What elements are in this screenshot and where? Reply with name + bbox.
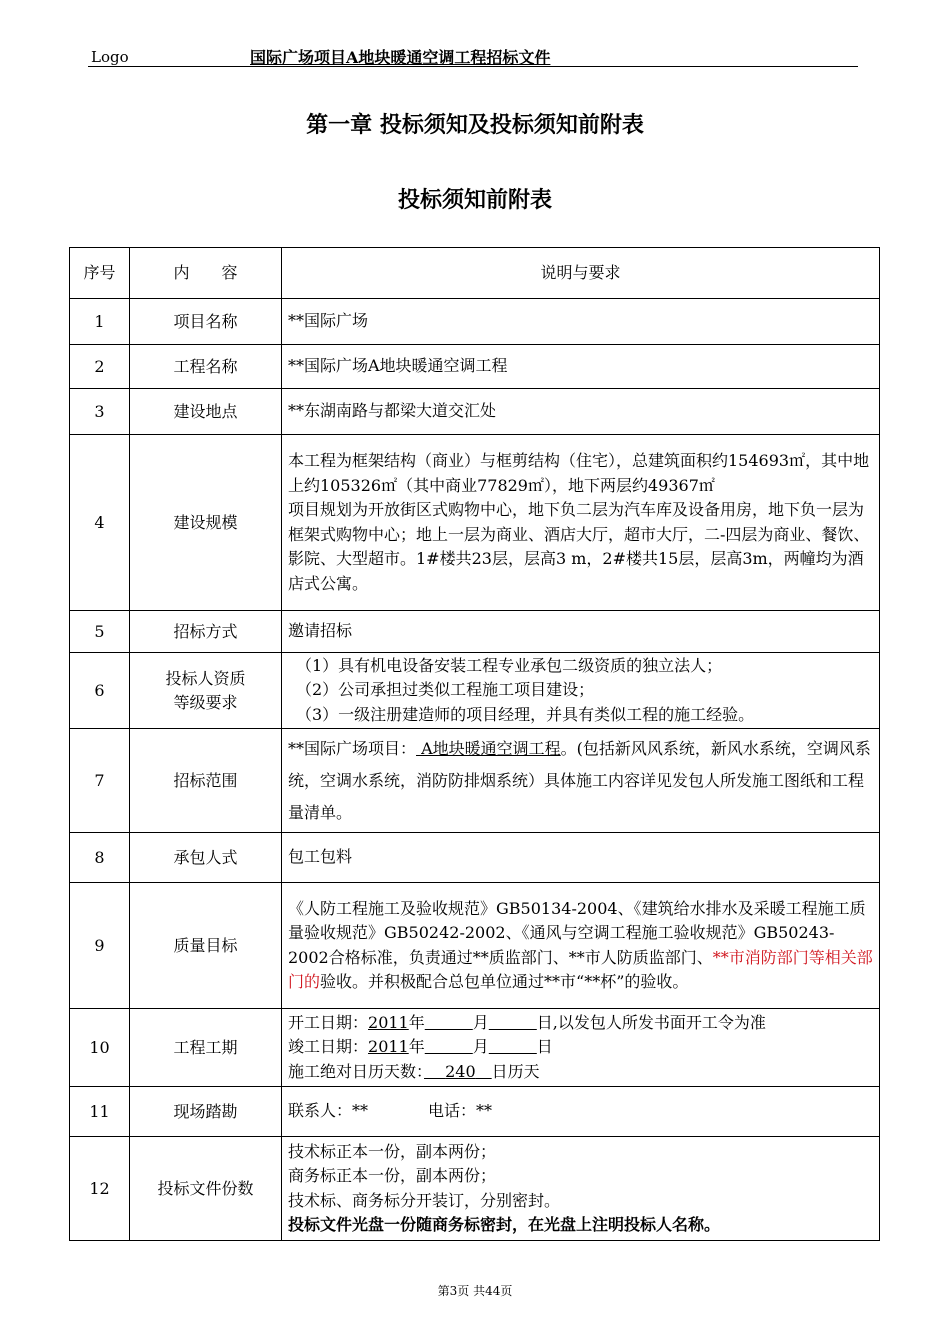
column-header-content: 内 容 <box>130 248 282 299</box>
row-desc: 邀请招标 <box>282 611 880 653</box>
copies-line: 商务标正本一份，副本两份； <box>288 1166 497 1185</box>
chapter-title: 第一章 投标须知及投标须知前附表 <box>306 113 644 138</box>
row-item: 工程名称 <box>130 345 282 389</box>
row-no: 7 <box>70 729 130 833</box>
table-row <box>70 1009 880 1087</box>
row-item: 招标方式 <box>130 611 282 653</box>
bid-instructions-table <box>69 247 880 1241</box>
row-no: 10 <box>70 1009 130 1087</box>
page-header <box>88 44 858 67</box>
scope-text: 。(包括新风风系统，新风水系统，空调风系统，空调水系统，消防防排烟系统）具体施工内容详见发包人所发施工图纸和工程量清单。 <box>288 738 871 822</box>
qualification-line: （1）具有机电设备安装工程专业承包二级资质的独立法人； <box>296 655 723 675</box>
copies-line: 技术标、商务标分开装订，分别密封。 <box>288 1190 561 1210</box>
table-row <box>70 729 880 833</box>
table-row <box>70 389 880 435</box>
row-desc <box>282 435 880 611</box>
logo: Logo <box>91 48 129 66</box>
row-no: 5 <box>70 611 130 653</box>
table-row <box>70 653 880 729</box>
scope-text: **国际广场项目： <box>288 738 417 758</box>
start-date-line: 开工日期：2011年 月 日,以发包人所发书面开工令为准 <box>288 1012 766 1032</box>
row-no: 9 <box>70 883 130 1009</box>
calendar-days-line: 施工绝对日历天数： 240 日历天 <box>288 1061 540 1081</box>
row-item: 承包人式 <box>130 833 282 883</box>
row-desc: **东湖南路与都梁大道交汇处 <box>282 389 880 435</box>
quality-text: 验收。并积极配合总包单位通过**市“**杯”的验收。 <box>320 972 689 991</box>
row-item: 建设地点 <box>130 389 282 435</box>
copies-line: 技术标正本一份，副本两份； <box>288 1141 497 1161</box>
quality-text-highlight: **市消防部门等相关部门的 <box>288 947 873 991</box>
row-desc <box>282 653 880 729</box>
qualification-line: （2）公司承担过类似工程施工项目建设； <box>296 680 595 700</box>
row-no: 6 <box>70 653 130 729</box>
table-row <box>70 883 880 1009</box>
table-header-row <box>70 248 880 299</box>
table-row <box>70 1137 880 1241</box>
row-item: 工程工期 <box>130 1009 282 1087</box>
table-row <box>70 435 880 611</box>
row-item: 建设规模 <box>130 435 282 611</box>
page-footer: 第3页 共44页 <box>437 1284 513 1298</box>
column-header-no: 序号 <box>70 248 130 299</box>
row-desc <box>282 729 880 833</box>
row-desc <box>282 883 880 1009</box>
row-item-line: 等级要求 <box>173 692 238 712</box>
scale-paragraph-2: 项目规划为开放街区式购物中心，地下负二层为汽车库及设备用房，地下负一层为框架式购物中心；地上一层为商业、酒店大厅，超市大厅，二-四层为商业、餐饮、影院、大型超市。1#楼共23层，层高3 m，2#楼共15层，层高3m，两幢均为酒店式公寓。 <box>288 500 870 593</box>
row-desc <box>282 1137 880 1241</box>
end-date-line: 竣工日期：2011年 月 日 <box>288 1037 553 1057</box>
row-item: 质量目标 <box>130 883 282 1009</box>
row-no: 4 <box>70 435 130 611</box>
row-desc <box>282 1087 880 1137</box>
scale-paragraph-1: 本工程为框架结构（商业）与框剪结构（住宅），总建筑面积约154693㎡，其中地上约105326㎡（其中商业77829㎡），地下两层约49367㎡ <box>288 451 870 495</box>
row-no: 3 <box>70 389 130 435</box>
row-desc: **国际广场 <box>282 299 880 345</box>
row-item-line: 投标人资质 <box>165 668 246 688</box>
calendar-days: 240 <box>445 1061 476 1081</box>
table-row <box>70 611 880 653</box>
row-desc: **国际广场A地块暖通空调工程 <box>282 345 880 389</box>
copies-line-bold: 投标文件光盘一份随商务标密封，在光盘上注明投标人名称。 <box>288 1215 721 1234</box>
row-item <box>130 653 282 729</box>
table-row <box>70 345 880 389</box>
row-no: 11 <box>70 1087 130 1137</box>
row-no: 1 <box>70 299 130 345</box>
row-item: 投标文件份数 <box>130 1137 282 1241</box>
contact-phone: 电话：** <box>428 1101 493 1121</box>
scope-project-underlined: A地块暖通空调工程 <box>416 738 561 758</box>
row-no: 8 <box>70 833 130 883</box>
document-title: 国际广场项目A地块暖通空调工程招标文件 <box>250 48 551 67</box>
quality-text: 《人防工程施工及验收规范》GB50134-2004、《建筑给水排水及采暖工程施工质量验收规范》GB50242-2002、《通风与空调工程施工验收规范》GB50243-2002合格标准，负责通过**质监部门、**市人防质监部门、 <box>288 898 866 967</box>
qualification-line: （3）一级注册建造师的项目经理，并具有类似工程的施工经验。 <box>296 704 755 724</box>
table-title: 投标须知前附表 <box>397 188 552 213</box>
row-no: 2 <box>70 345 130 389</box>
column-header-desc: 说明与要求 <box>282 248 880 299</box>
row-desc: 包工包料 <box>282 833 880 883</box>
row-desc <box>282 1009 880 1087</box>
table-row <box>70 1087 880 1137</box>
contact-person: 联系人：** <box>288 1101 369 1121</box>
table-row <box>70 833 880 883</box>
row-item: 招标范围 <box>130 729 282 833</box>
row-item: 项目名称 <box>130 299 282 345</box>
table-row <box>70 299 880 345</box>
row-item: 现场踏勘 <box>130 1087 282 1137</box>
row-no: 12 <box>70 1137 130 1241</box>
